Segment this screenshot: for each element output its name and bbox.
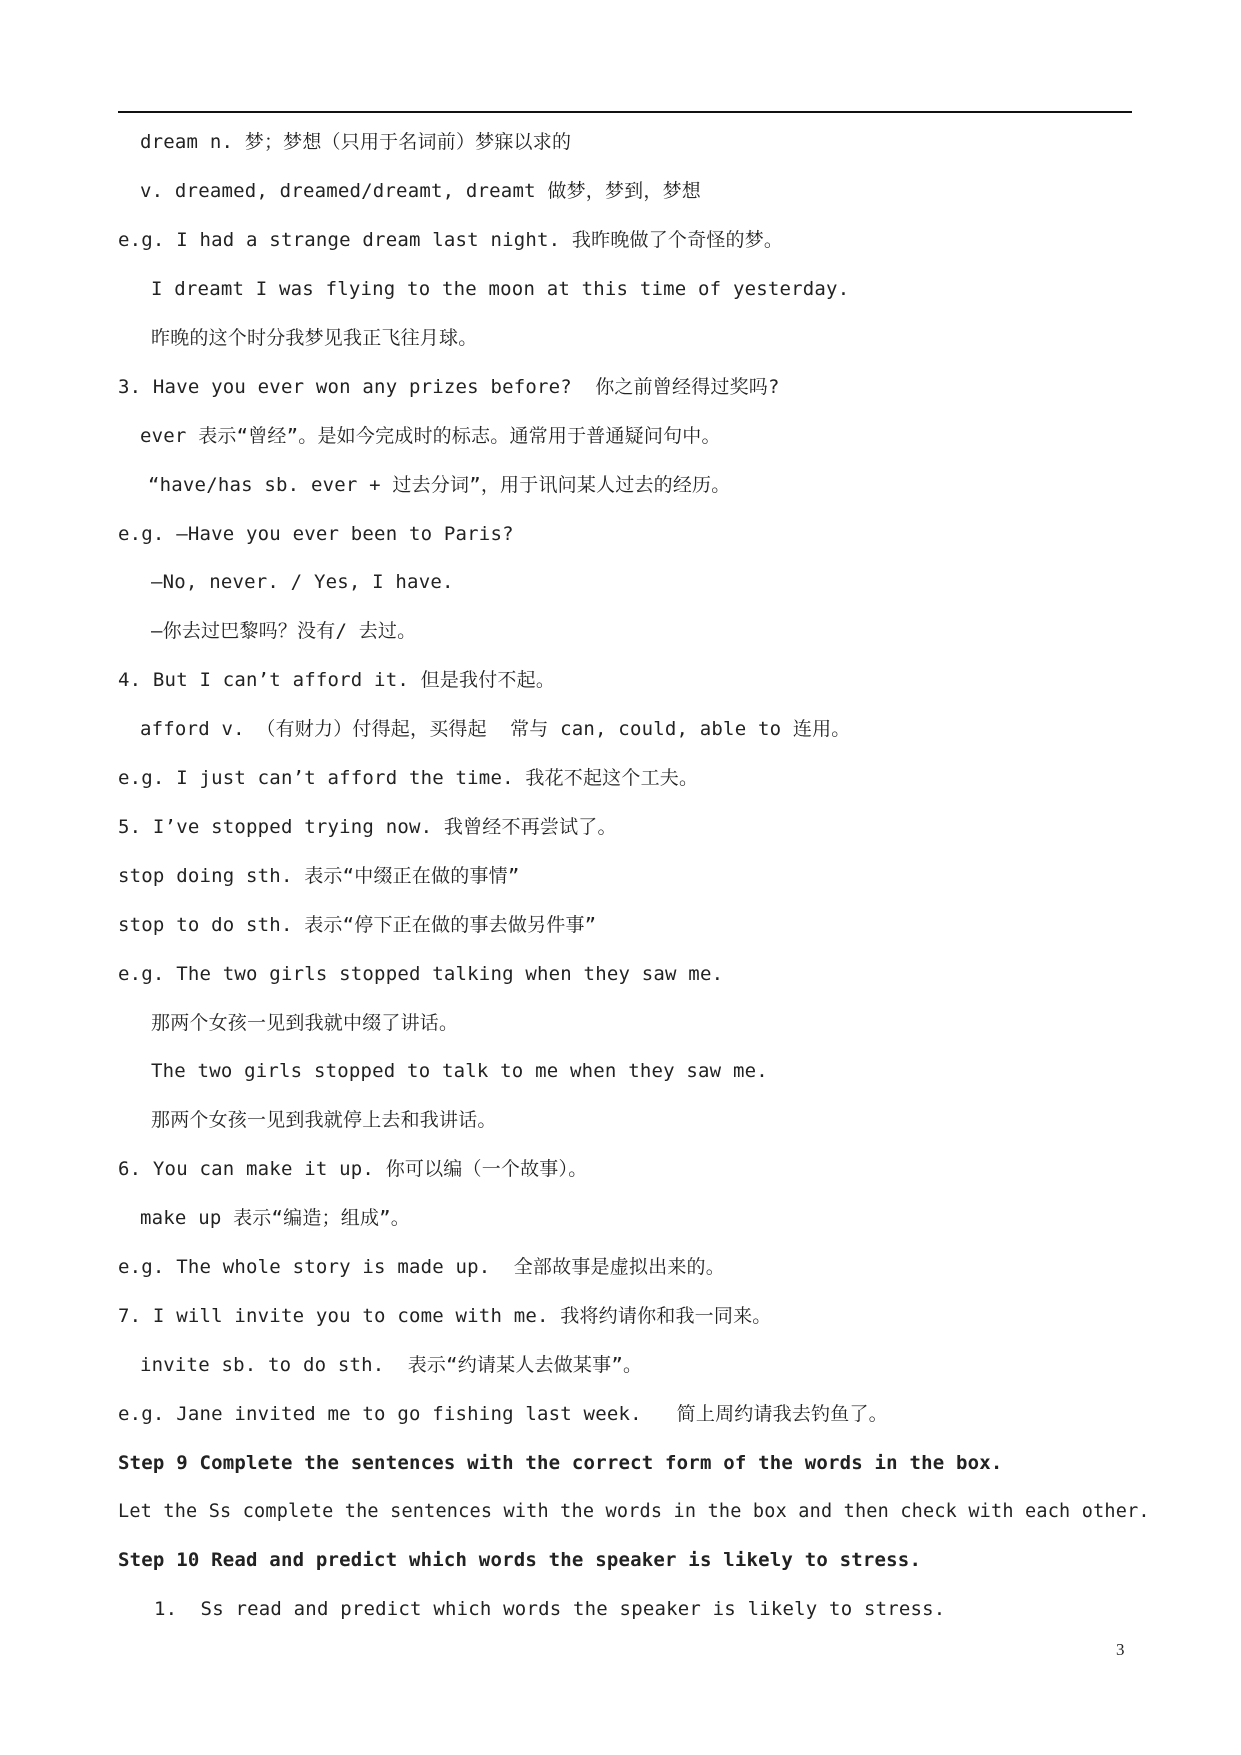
text-line: —No, never. / Yes, I have.	[151, 571, 454, 593]
text-line: 6. You can make it up. 你可以编（一个故事）。	[118, 1158, 588, 1180]
text-line: e.g. The whole story is made up. 全部故事是虚拟出来的。	[118, 1256, 725, 1278]
text-line: 4. But I can’t afford it. 但是我付不起。	[118, 669, 556, 691]
text-line: ever 表示“曾经”。是如今完成时的标志。通常用于普通疑问句中。	[140, 425, 721, 447]
text-line: 7. I will invite you to come with me. 我将约请你和我一同来。	[118, 1305, 772, 1327]
text-line: I dreamt I was flying to the moon at this time of yesterday.	[151, 278, 850, 300]
text-line: 3. Have you ever won any prizes before? 你之前曾经得过奖吗?	[118, 376, 780, 398]
text-line: “have/has sb. ever + 过去分词”，用于讯问某人过去的经历。	[148, 474, 731, 496]
text-line: e.g. I just can’t afford the time. 我花不起这个工夫。	[118, 767, 699, 789]
page-number: 3	[1116, 1640, 1125, 1659]
header-rule	[118, 111, 1132, 113]
text-line: e.g. The two girls stopped talking when they saw me.	[118, 963, 724, 985]
text-line: e.g. Jane invited me to go fishing last week. 简上周约请我去钓鱼了。	[118, 1403, 888, 1425]
text-line: The two girls stopped to talk to me when they saw me.	[151, 1060, 768, 1082]
text-line: e.g. I had a strange dream last night. 我昨晚做了个奇怪的梦。	[118, 229, 784, 251]
text-line: —你去过巴黎吗？没有/ 去过。	[151, 620, 417, 642]
step-heading: Step 10 Read and predict which words the speaker is likely to stress.	[118, 1549, 922, 1571]
text-line: Let the Ss complete the sentences with the words in the box and then check with each other.	[118, 1501, 1150, 1522]
text-line: 那两个女孩一见到我就中缀了讲话。	[151, 1012, 459, 1034]
text-line: invite sb. to do sth. 表示“约请某人去做某事”。	[140, 1354, 643, 1376]
text-line: stop to do sth. 表示“停下正在做的事去做另件事”	[118, 914, 597, 936]
text-line: e.g. —Have you ever been to Paris?	[118, 523, 514, 545]
text-line: 5. I’ve stopped trying now. 我曾经不再尝试了。	[118, 816, 617, 838]
text-line: 昨晚的这个时分我梦见我正飞往月球。	[151, 327, 478, 349]
text-line: v. dreamed, dreamed/dreamt, dreamt 做梦，梦到，梦想	[140, 180, 701, 202]
text-line: stop doing sth. 表示“中缀正在做的事情”	[118, 865, 520, 887]
text-line: make up 表示“编造；组成”。	[140, 1207, 410, 1229]
text-line: 那两个女孩一见到我就停上去和我讲话。	[151, 1109, 497, 1131]
step-heading: Step 9 Complete the sentences with the correct form of the words in the box.	[118, 1452, 1003, 1474]
text-line: dream n. 梦；梦想（只用于名词前）梦寐以求的	[140, 131, 572, 153]
text-line: afford v. （有财力）付得起，买得起 常与 can, could, able to 连用。	[140, 718, 851, 740]
list-item: 1. Ss read and predict which words the speaker is likely to stress.	[154, 1598, 946, 1620]
